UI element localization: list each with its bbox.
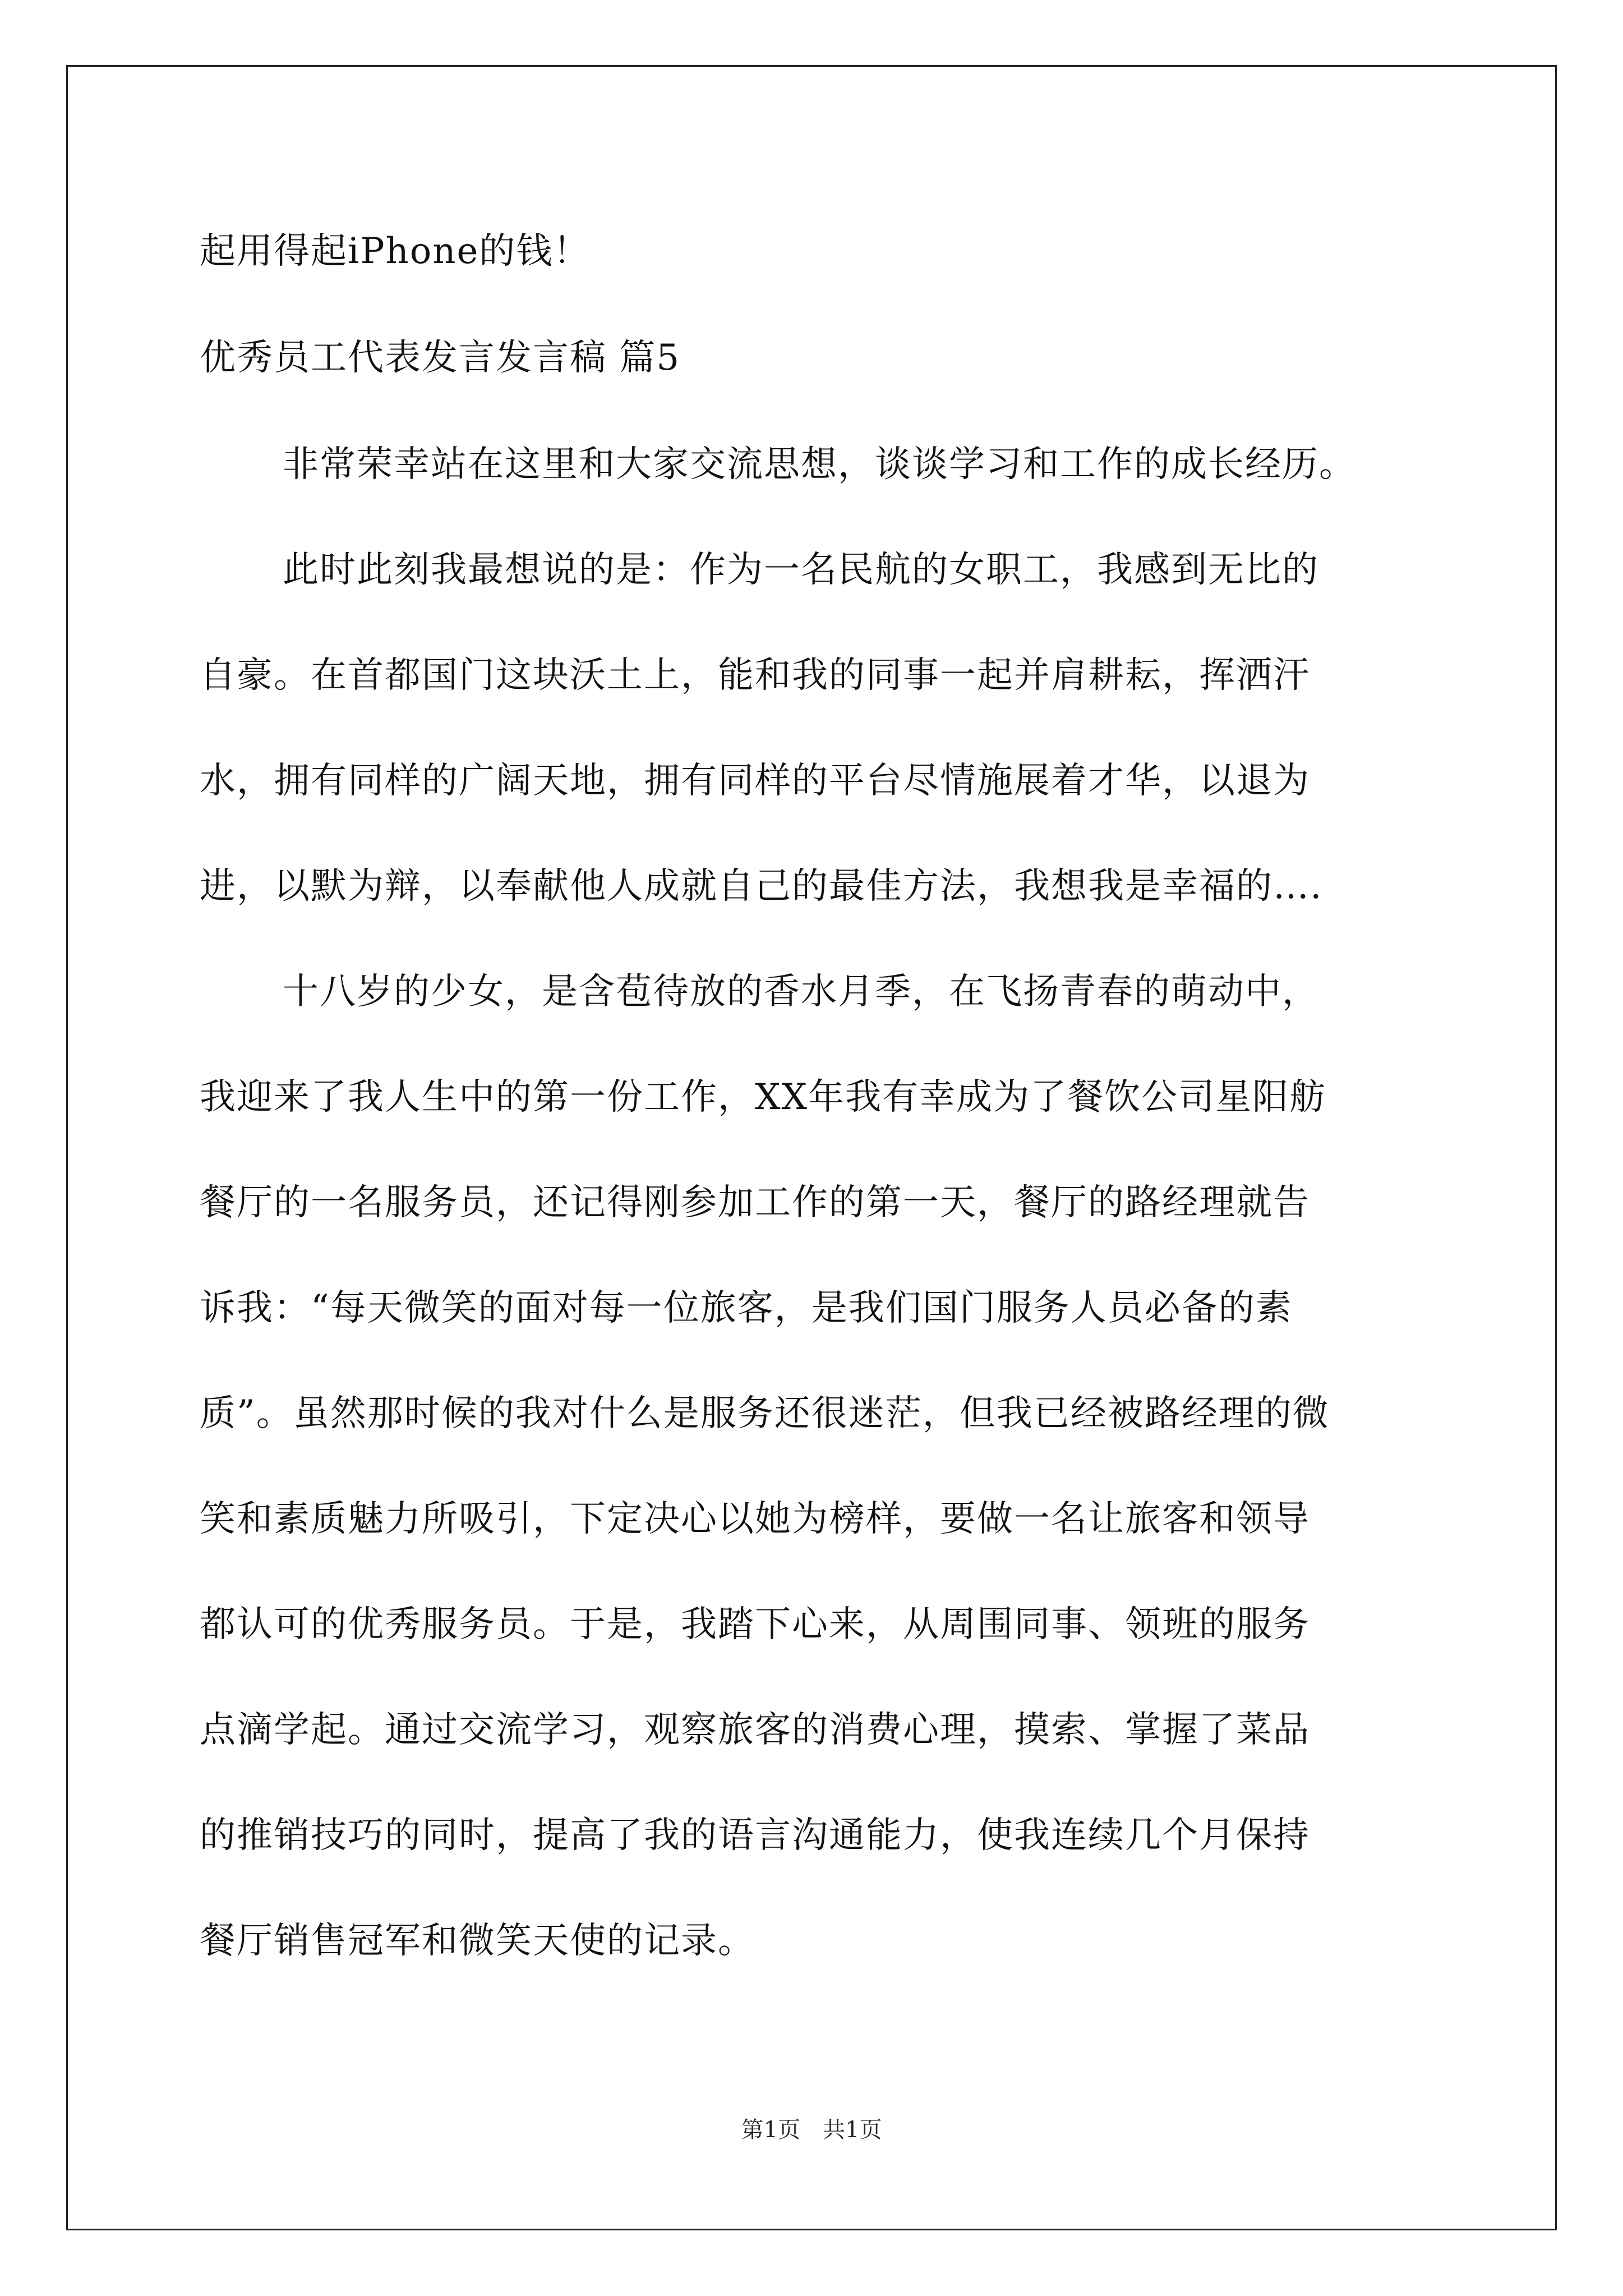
paragraph-3-line-4: 诉我：“每天微笑的面对每一位旅客，是我们国门服务人员必备的素 [200,1287,1293,1329]
paragraph-3-line-1: 十八岁的少女，是含苞待放的香水月季，在飞扬青春的萌动中， [283,971,1319,1013]
paragraph-3-line-2: 我迎来了我人生中的第一份工作，XX年我有幸成为了餐饮公司星阳舫 [200,1076,1327,1118]
paragraph-3-line-7: 都认可的优秀服务员。于是，我踏下心来，从周围同事、领班的服务 [200,1604,1310,1645]
paragraph-2-line-2: 自豪。在首都国门这块沃土上，能和我的同事一起并肩耕耘，挥洒汗 [200,655,1310,696]
paragraph-2-line-3: 水，拥有同样的广阔天地，拥有同样的平台尽情施展着才华，以退为 [200,760,1310,802]
paragraph-3-line-8: 点滴学起。通过交流学习，观察旅客的消费心理，摸索、掌握了菜品 [200,1709,1310,1751]
page-footer: 第1页 共1页 [741,2117,882,2143]
paragraph-2-line-1: 此时此刻我最想说的是：作为一名民航的女职工，我感到无比的 [283,549,1319,591]
paragraph-3-line-10: 餐厅销售冠军和微笑天使的记录。 [200,1920,755,1962]
section-heading: 优秀员工代表发言发言稿 篇5 [200,337,681,379]
paragraph-3-line-9: 的推销技巧的同时，提高了我的语言沟通能力，使我连续几个月保持 [200,1815,1310,1856]
paragraph-3-line-3: 餐厅的一名服务员，还记得刚参加工作的第一天，餐厅的路经理就告 [200,1182,1310,1223]
paragraph-1-line-1: 非常荣幸站在这里和大家交流思想，谈谈学习和工作的成长经历。 [283,444,1356,485]
paragraph-3-line-5: 质”。虽然那时候的我对什么是服务还很迷茫，但我已经被路经理的微 [200,1393,1330,1434]
paragraph-3-line-6: 笑和素质魅力所吸引，下定决心以她为榜样，要做一名让旅客和领导 [200,1498,1310,1540]
page-border [66,65,1557,2230]
text-line-1: 起用得起iPhone的钱！ [200,231,591,272]
paragraph-2-line-4: 进，以默为辩，以奉献他人成就自己的最佳方法，我想我是幸福的…. [200,866,1323,907]
